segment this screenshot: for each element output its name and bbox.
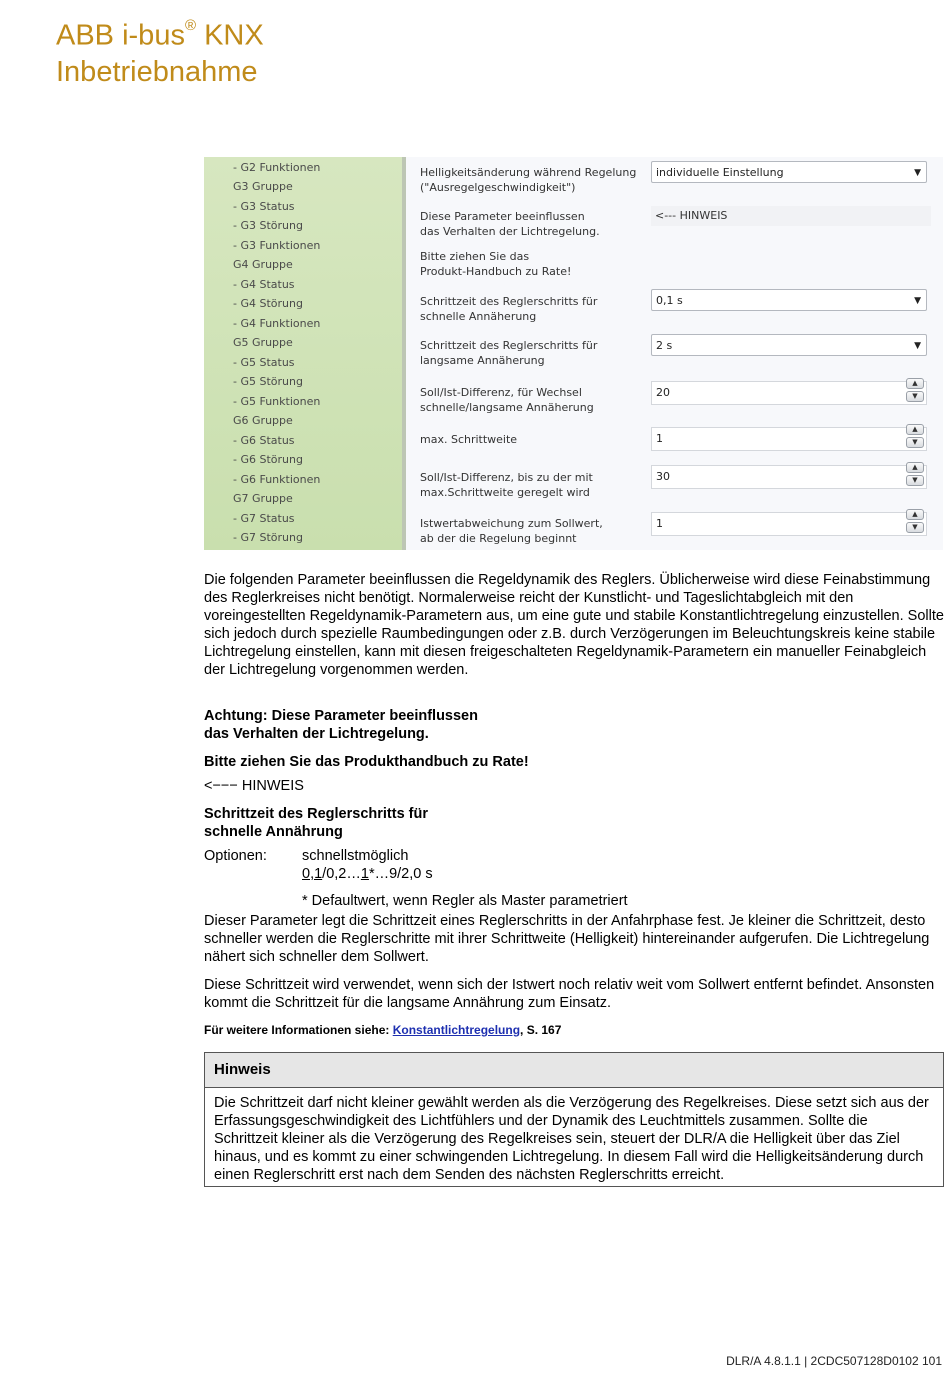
param-label: Schrittzeit des Reglerschritts für schnelle Annäherung	[420, 295, 598, 323]
tree-item[interactable]: - G6 Status	[233, 434, 295, 447]
param-label: Soll/Ist-Differenz, bis zu der mit max.Schrittweite geregelt wird	[420, 471, 593, 499]
deviation-start-input[interactable]: 1 ▲ ▼	[651, 512, 927, 536]
page-footer: DLR/A 4.8.1.1 | 2CDC507128D0102 101	[726, 1354, 942, 1368]
section-title: Inbetriebnahme	[56, 55, 258, 88]
hinweis-field: <--- HINWEIS	[651, 206, 931, 226]
hinweis-text: Die Schrittzeit darf nicht kleiner gewählt werden als die Verzögerung des Regelkreises. Diese setzt sich aus der Erfassungsgeschwindigkeit des Lichtfühlers und der Dynamik des Leuchtmittels zusammen. Sollte die Schrittzeit kleiner als die Verzögerung des Regelkreises sein, steuert der DLR/A die Helligkeit über das Ziel hinaus, und es kommt zu einer schwingenden Lichtregelung. In diesem Fall wird die Helligkeitsänderung durch einen Reglerschritt erst nach dem Senden des nächsten Reglerschritts erreicht.	[214, 1095, 929, 1183]
parameter-tree	[204, 157, 406, 550]
tree-item[interactable]: - G3 Störung	[233, 219, 303, 232]
fast-step-time-select[interactable]: 0,1 s ▼	[651, 289, 927, 311]
tree-item[interactable]: G7 Gruppe	[233, 492, 293, 505]
tree-item[interactable]: - G4 Funktionen	[233, 317, 321, 330]
options-label: Optionen:	[204, 848, 267, 864]
spin-up-icon[interactable]: ▲	[906, 378, 924, 389]
param-label: Schrittzeit des Reglerschritts für langsame Annäherung	[420, 339, 598, 367]
hinweis-box	[204, 1052, 944, 1187]
spin-down-icon[interactable]: ▼	[906, 391, 924, 402]
spin-down-icon[interactable]: ▼	[906, 522, 924, 533]
param-label: Diese Parameter beeinflussen das Verhalten der Lichtregelung.	[420, 210, 600, 238]
param-label: Bitte ziehen Sie das Produkt-Handbuch zu Rate!	[420, 250, 572, 278]
tree-item[interactable]: - G3 Funktionen	[233, 239, 321, 252]
parameter-title: Schrittzeit des Reglerschritts für schnelle Annährung	[204, 806, 428, 840]
hinweis-title: Hinweis	[205, 1053, 943, 1088]
spin-up-icon[interactable]: ▲	[906, 424, 924, 435]
constant-light-link[interactable]: Konstantlichtregelung	[392, 1023, 521, 1037]
tree-item[interactable]: G3 Gruppe	[233, 180, 293, 193]
switch-difference-input[interactable]: 20 ▲ ▼	[651, 381, 927, 405]
dropdown-arrow-icon: ▼	[914, 168, 921, 178]
param-label: Istwertabweichung zum Sollwert, ab der die Regelung beginnt	[420, 517, 603, 545]
dropdown-arrow-icon: ▼	[914, 341, 921, 351]
tree-item[interactable]: - G7 Status	[233, 512, 295, 525]
tree-item[interactable]: - G4 Status	[233, 278, 295, 291]
param-label: max. Schrittweite	[420, 433, 518, 446]
tree-item[interactable]: - G6 Störung	[233, 453, 303, 466]
tree-item[interactable]: - G5 Status	[233, 356, 295, 369]
more-info: Für weitere Informationen siehe: Konstantlichtregelung, S. 167	[204, 1023, 562, 1037]
max-step-width-input[interactable]: 1 ▲ ▼	[651, 427, 927, 451]
tree-item[interactable]: - G2 Funktionen	[233, 161, 321, 174]
tree-item[interactable]: - G7 Störung	[233, 531, 303, 544]
tree-item[interactable]: - G5 Funktionen	[233, 395, 321, 408]
tree-item[interactable]: G6 Gruppe	[233, 414, 293, 427]
attention-text: Achtung: Diese Parameter beeinflussen das Verhalten der Lichtregelung.	[204, 708, 478, 742]
document-header	[56, 12, 264, 90]
manual-reference: Bitte ziehen Sie das Produkthandbuch zu Rate!	[204, 754, 529, 770]
spin-up-icon[interactable]: ▲	[906, 509, 924, 520]
dropdown-arrow-icon: ▼	[914, 296, 921, 306]
intro-paragraph: Die folgenden Parameter beeinflussen die Regeldynamik des Reglers. Üblicherweise wird diese Feinabstimmung des Reglerkreises nicht benötigt. Normalerweise reicht der Kunstlicht- und Tageslichtabgleich mit den voreingestellten Regeldynamik-Parametern aus, um eine gute und stabile Konstantlichtregelung einzustellen. Sollte sich jedoch durch spezielle Raumbedingungen oder z.B. durch Verzögerungen im Beleuchtungskreis keine stabile Lichtregelung einstellen, kann mit diesen freigeschalteten Regeldynamik-Parametern ein manueller Feinabgleich der Lichtregelung vorgenommen werden.	[204, 572, 944, 678]
description-paragraph-1: Dieser Parameter legt die Schrittzeit eines Reglerschritts in der Anfahrphase fest. Je kleiner die Schrittzeit, desto schneller werden die Reglerschritte mit ihrer Schrittweite (Helligkeit) hintereinander aufgerufen. Die Lichtregelung nähert sich schneller dem Sollwert.	[204, 913, 930, 965]
description-paragraph-2: Diese Schrittzeit wird verwendet, wenn sich der Istwert noch relativ weit vom Sollwert entfernt befindet. Ansonsten kommt die Schrittzeit für die langsame Annährung zum Einsatz.	[204, 977, 935, 1011]
max-step-difference-input[interactable]: 30 ▲ ▼	[651, 465, 927, 489]
tree-item[interactable]: G4 Gruppe	[233, 258, 293, 271]
parameter-screenshot	[204, 157, 943, 550]
default-footnote: * Defaultwert, wenn Regler als Master parametriert	[302, 893, 628, 909]
tree-item[interactable]: - G5 Störung	[233, 375, 303, 388]
tree-item[interactable]: - G4 Störung	[233, 297, 303, 310]
param-label: Soll/Ist-Differenz, für Wechsel schnelle/langsame Annäherung	[420, 386, 594, 414]
tree-item[interactable]: - G3 Status	[233, 200, 295, 213]
spin-down-icon[interactable]: ▼	[906, 437, 924, 448]
spin-up-icon[interactable]: ▲	[906, 462, 924, 473]
tree-item[interactable]: G5 Gruppe	[233, 336, 293, 349]
spin-down-icon[interactable]: ▼	[906, 475, 924, 486]
parameter-panel	[406, 157, 943, 550]
hinweis-line: <−−− HINWEIS	[204, 778, 304, 794]
brand-title: ABB i-bus® KNX	[56, 17, 264, 52]
option-values: 0,1/0,2…1*…9/2,0 s	[302, 866, 433, 882]
brightness-change-select[interactable]: individuelle Einstellung ▼	[651, 161, 927, 183]
slow-step-time-select[interactable]: 2 s ▼	[651, 334, 927, 356]
tree-item[interactable]: - G6 Funktionen	[233, 473, 321, 486]
option-fastest: schnellstmöglich	[302, 848, 409, 864]
param-label: Helligkeitsänderung während Regelung ("Ausregelgeschwindigkeit")	[420, 166, 637, 194]
